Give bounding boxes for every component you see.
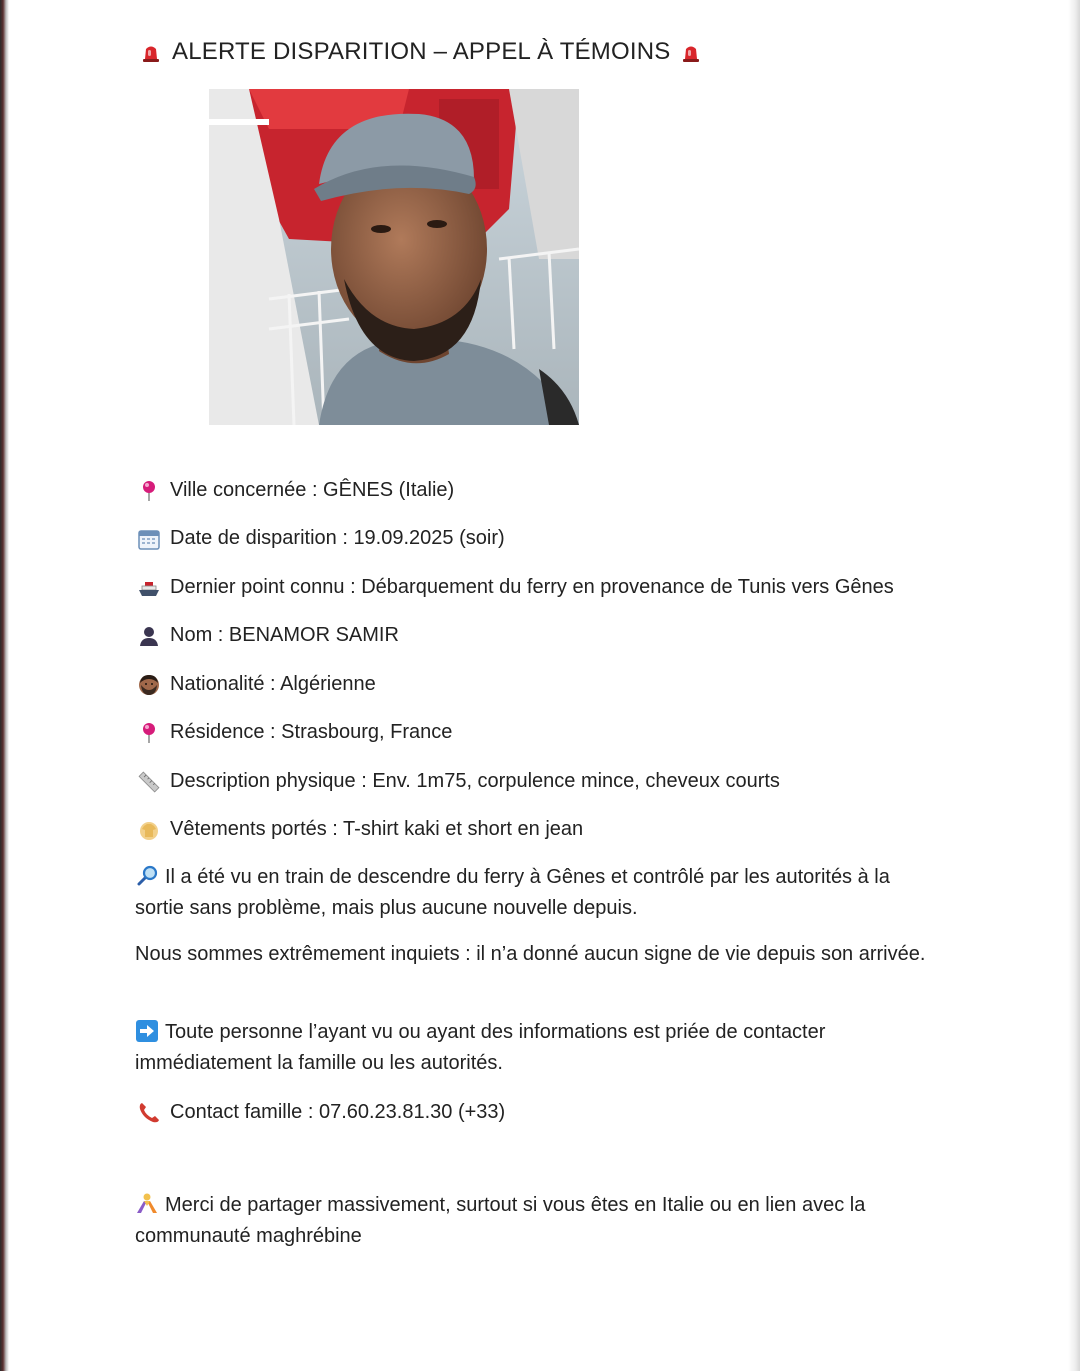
person-silhouette-icon — [137, 624, 161, 648]
detail-clothing — [137, 814, 583, 845]
detail-name — [137, 620, 399, 651]
contact-line — [137, 1097, 505, 1128]
paragraph-text: Toute personne l’ayant vu ou ayant des informations est priée de contacter immédiatement la famille ou les autorités. — [135, 1021, 826, 1074]
missing-person-photo — [209, 89, 579, 425]
left-edge-shadow — [0, 0, 9, 1371]
detail-city — [137, 475, 454, 506]
folded-hands-icon — [135, 1192, 159, 1216]
paragraph-text: Il a été vu en train de descendre du ferry à Gênes et contrôlé par les autorités à la sortie sans problème, mais plus aucune nouvelle depuis. — [135, 866, 890, 919]
tshirt-icon — [137, 818, 161, 842]
round-pushpin-icon — [137, 479, 161, 503]
paragraph-text: Merci de partager massivement, surtout si vous êtes en Italie ou en lien avec la communauté maghrébine — [135, 1194, 866, 1247]
detail-text: Nationalité : Algérienne — [170, 673, 376, 695]
round-pushpin-icon — [137, 721, 161, 745]
telephone-receiver-icon — [137, 1101, 161, 1125]
paragraph-seen — [135, 862, 935, 924]
detail-residence — [137, 717, 452, 748]
paragraph-share — [135, 1190, 935, 1252]
right-edge-shadow — [1068, 0, 1080, 1371]
contact-text: Contact famille : 07.60.23.81.30 (+33) — [170, 1101, 506, 1123]
detail-text: Ville concernée : GÊNES (Italie) — [170, 479, 455, 501]
bearded-face-icon — [137, 673, 161, 697]
calendar-icon — [137, 527, 161, 551]
detail-description — [137, 766, 780, 797]
ruler-icon — [137, 770, 161, 794]
detail-date — [137, 523, 505, 554]
page-title — [140, 38, 702, 66]
detail-text: Description physique : Env. 1m75, corpulence mince, cheveux courts — [170, 770, 780, 792]
photo-illustration — [209, 89, 579, 425]
detail-text: Résidence : Strasbourg, France — [170, 721, 453, 743]
detail-text: Vêtements portés : T-shirt kaki et short en jean — [170, 818, 584, 840]
paragraph-text: Nous sommes extrêmement inquiets : il n’a donné aucun signe de vie depuis son arrivée. — [135, 943, 926, 965]
magnifying-glass-icon — [135, 864, 159, 888]
siren-icon — [140, 41, 162, 63]
ship-icon — [137, 576, 161, 600]
detail-nationality — [137, 669, 376, 700]
detail-text: Nom : BENAMOR SAMIR — [170, 624, 399, 646]
paragraph-worried — [135, 939, 935, 970]
title-text: ALERTE DISPARITION – APPEL À TÉMOINS — [172, 38, 671, 65]
right-arrow-icon — [135, 1019, 159, 1043]
detail-last-known — [137, 572, 894, 603]
detail-text: Date de disparition : 19.09.2025 (soir) — [170, 527, 505, 549]
siren-icon — [680, 41, 702, 63]
paragraph-contact-request — [135, 1017, 935, 1079]
detail-text: Dernier point connu : Débarquement du ferry en provenance de Tunis vers Gênes — [170, 576, 894, 598]
